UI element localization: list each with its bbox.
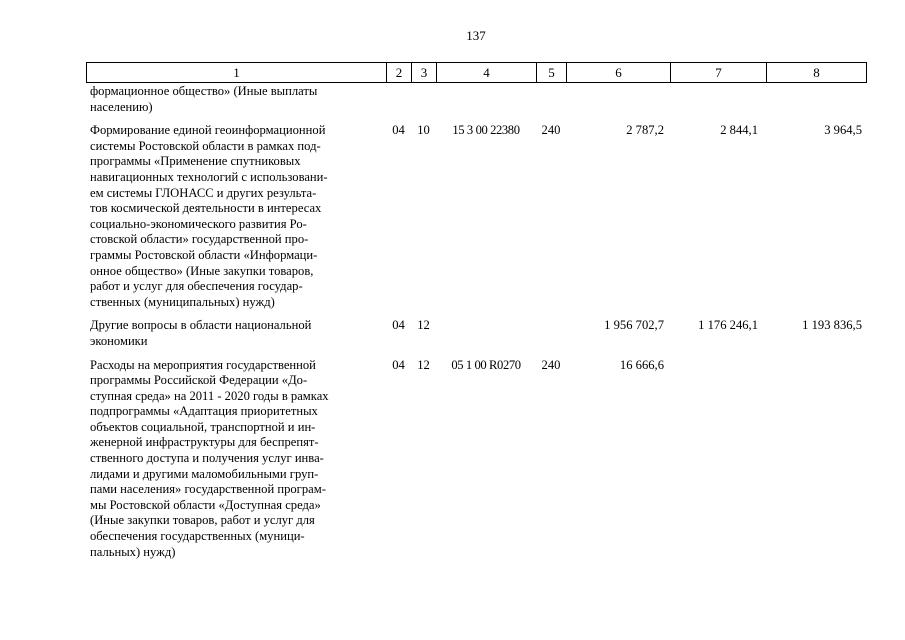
table-row [86, 84, 866, 115]
description-line: Расходы на мероприятия государственной [90, 357, 316, 372]
header-col-7: 7 [671, 63, 767, 83]
row-description [86, 84, 386, 115]
description-line: мы Ростовской области «Доступная среда» [90, 497, 321, 512]
description-line: формационное общество» (Иные выплаты [90, 84, 318, 98]
description-line: Формирование единой геоинформационной [90, 123, 326, 138]
description-line: подпрограммы «Адаптация приоритетных [90, 404, 318, 419]
header-row [87, 63, 867, 83]
description-line: стовской области» государственной про- [90, 232, 309, 247]
cell-section: 04 [392, 357, 405, 372]
description-line: ственного доступа и получения услуг инва- [90, 451, 324, 466]
description-line: ступная среда» на 2011 - 2020 годы в рамках [90, 388, 329, 403]
description-line: системы Ростовской области в рамках под- [90, 138, 321, 153]
header-col-2: 2 [387, 63, 412, 83]
page-number: 137 [466, 28, 486, 43]
description-line: навигационных технологий с использовани- [90, 169, 328, 184]
cell-amount-2: 1 176 246,1 [698, 318, 758, 333]
table-body [86, 84, 866, 560]
cell-amount-1: 16 666,6 [619, 357, 664, 372]
description-line: программы Российской Федерации «До- [90, 373, 308, 388]
description-line: Другие вопросы в области национальной [90, 318, 312, 333]
cell-target-code: 05 1 00 R0270 [451, 357, 521, 372]
cell-expense-type: 240 [541, 357, 561, 372]
description-line: ственных (муниципальных) нужд) [90, 294, 275, 309]
cell-target-code: 15 3 00 22380 [452, 123, 520, 138]
cell-amount-3: 3 964,5 [824, 123, 862, 138]
table-row [86, 318, 866, 349]
description-line: граммы Ростовской области «Информаци- [90, 247, 318, 262]
cell-subsection: 10 [417, 123, 430, 138]
description-line: объектов социальной, транспортной и ин- [90, 419, 316, 434]
cell-amount-2: 2 844,1 [720, 123, 758, 138]
description-line: работ и услуг для обеспечения государ- [90, 279, 303, 294]
cell-amount-3: 1 193 836,5 [802, 318, 862, 333]
description-line: населению) [90, 99, 153, 114]
description-line: тов космической деятельности в интересах [90, 201, 322, 216]
header-col-1: 1 [87, 63, 387, 83]
description-line: (Иные закупки товаров, работ и услуг для [90, 513, 315, 528]
description-line: программы «Применение спутниковых [90, 154, 301, 169]
column-header-table [86, 62, 867, 83]
cell-amount-1: 2 787,2 [626, 123, 664, 138]
table-row [86, 358, 866, 561]
header-col-5: 5 [537, 63, 567, 83]
description-line: социально-экономического развития Ро- [90, 216, 307, 231]
cell-expense-type: 240 [541, 123, 561, 138]
row-description [86, 358, 386, 561]
description-line: обеспечения государственных (муници- [90, 529, 305, 544]
cell-amount-1: 1 956 702,7 [604, 318, 664, 333]
header-col-4: 4 [437, 63, 537, 83]
cell-subsection: 12 [417, 357, 430, 372]
description-line: лидами и другими маломобильными груп- [90, 466, 319, 481]
cell-section: 04 [392, 123, 405, 138]
description-line: ем системы ГЛОНАСС и других результа- [90, 185, 317, 200]
description-line: женерной инфраструктуры для беспрепят- [90, 435, 319, 450]
description-line: онное общество» (Иные закупки товаров, [90, 263, 314, 278]
header-col-3: 3 [412, 63, 437, 83]
description-line: экономики [90, 333, 148, 348]
cell-section: 04 [392, 318, 405, 333]
header-col-6: 6 [567, 63, 671, 83]
description-line: пами населения» государственной програм- [90, 482, 326, 497]
cell-subsection: 12 [417, 318, 430, 333]
description-line: пальных) нужд) [90, 544, 176, 559]
table-row [86, 123, 866, 310]
row-description [86, 123, 386, 310]
row-description [86, 318, 386, 349]
header-col-8: 8 [767, 63, 867, 83]
